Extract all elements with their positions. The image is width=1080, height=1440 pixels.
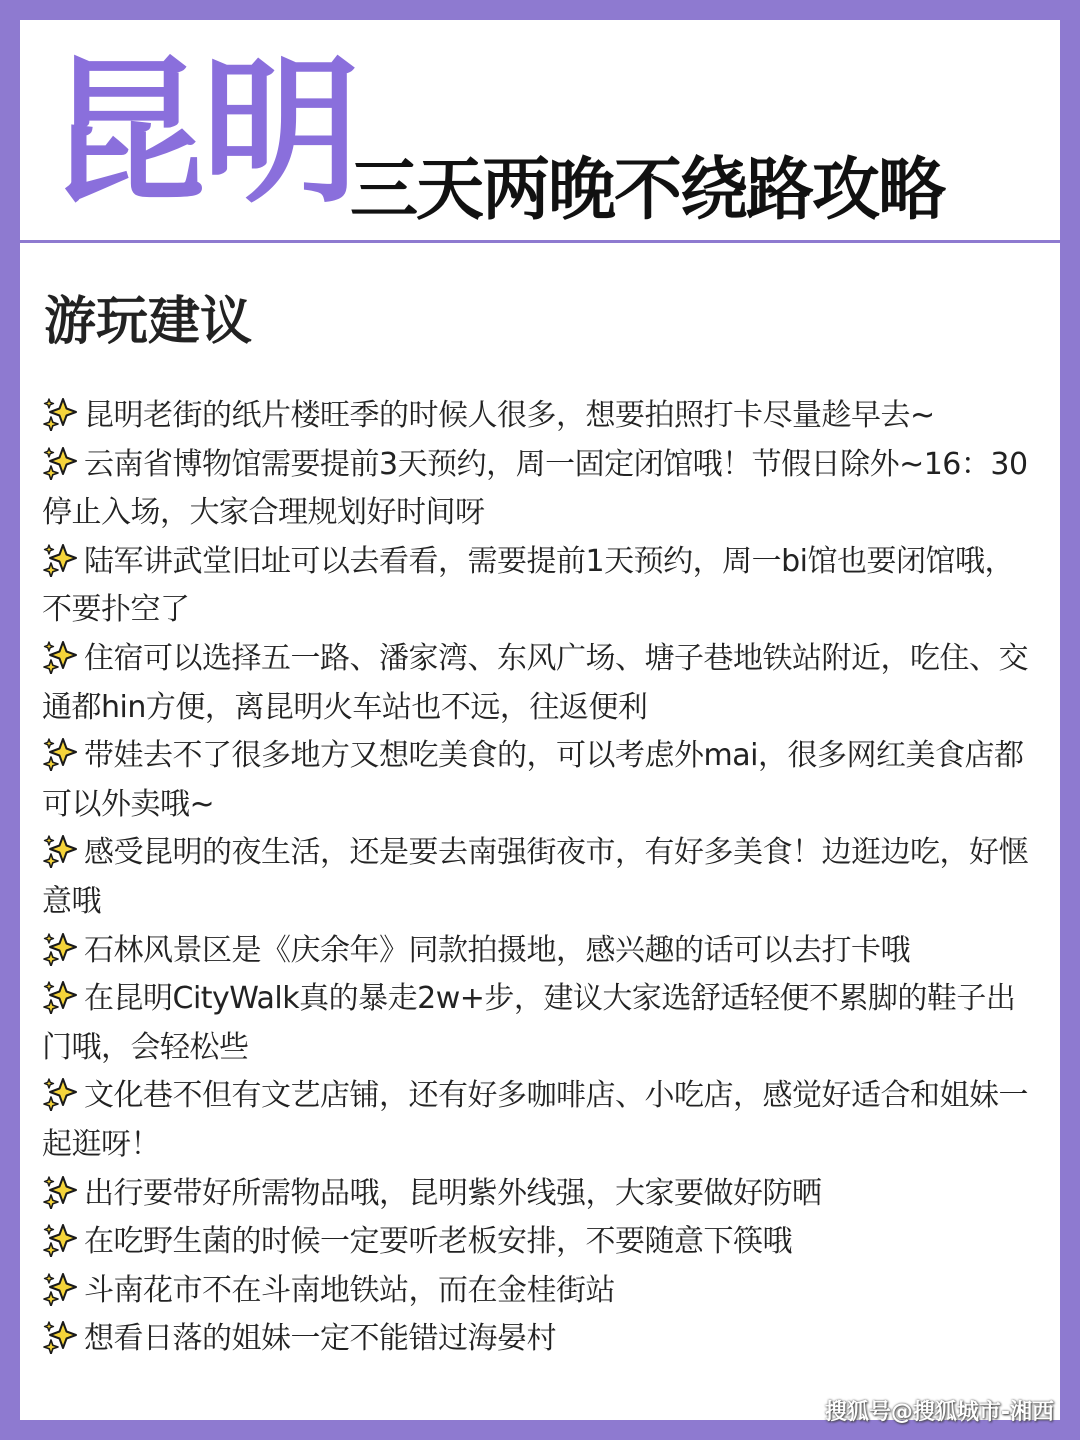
title-subtitle: 三天两晚不绕路攻略	[350, 150, 945, 230]
tip-item	[42, 927, 1042, 976]
sparkles-icon	[42, 980, 80, 1014]
tip-item	[42, 635, 1042, 732]
tip-item	[42, 441, 1042, 538]
tip-item	[42, 392, 1042, 441]
tip-text: 石林风景区是《庆余年》同款拍摄地，感兴趣的话可以去打卡哦	[84, 932, 910, 968]
poster-card	[20, 20, 1060, 1420]
tip-item	[42, 1218, 1042, 1267]
tip-item	[42, 1072, 1042, 1169]
watermark: 搜狐号@搜狐城市-湘西	[824, 1400, 1054, 1425]
tip-text: 住宿可以选择五一路、潘家湾、东风广场、塘子巷地铁站附近，吃住、交通都hin方便，离昆明火车站也不远，往返便利	[42, 640, 1028, 725]
tip-text: 昆明老街的纸片楼旺季的时候人很多，想要拍照打卡尽量趁早去~	[84, 398, 935, 433]
tip-item	[42, 1170, 1042, 1219]
header	[20, 20, 1060, 243]
tip-text: 在吃野生菌的时候一定要听老板安排，不要随意下筷哦	[84, 1224, 792, 1260]
tip-item	[42, 538, 1042, 635]
tip-item	[42, 829, 1042, 926]
tips-list	[42, 392, 1042, 1364]
tip-text: 陆军讲武堂旧址可以去看看，需要提前1天预约，周一bi馆也要闭馆哦，不要扑空了	[42, 543, 1014, 628]
sparkles-icon	[42, 640, 80, 674]
sparkles-icon	[42, 1223, 80, 1257]
title-main: 昆明	[48, 40, 356, 225]
sparkles-icon	[42, 834, 80, 868]
tip-text: 出行要带好所需物品哦，昆明紫外线强，大家要做好防晒	[84, 1175, 822, 1211]
tip-text: 感受昆明的夜生活，还是要去南强街夜市，有好多美食！边逛边吃，好惬意哦	[42, 835, 1028, 919]
tip-item	[42, 975, 1042, 1072]
tip-text: 想看日落的姐妹一定不能错过海晏村	[84, 1321, 556, 1357]
section-heading: 游玩建议	[44, 291, 253, 352]
tip-item	[42, 1267, 1042, 1316]
tip-text: 云南省博物馆需要提前3天预约，周一固定闭馆哦！节假日除外~16：30停止入场，大家合理规划好时间呀	[42, 446, 1028, 531]
tip-text: 文化巷不但有文艺店铺，还有好多咖啡店、小吃店，感觉好适合和姐妹一起逛呀！	[42, 1078, 1028, 1162]
sparkles-icon	[42, 1077, 80, 1111]
sparkles-icon	[42, 446, 80, 480]
sparkles-icon	[42, 1272, 80, 1306]
tip-text: 斗南花市不在斗南地铁站，而在金桂街站	[84, 1272, 615, 1308]
tip-item	[42, 732, 1042, 829]
sparkles-icon	[42, 1175, 80, 1209]
tip-text: 带娃去不了很多地方又想吃美食的，可以考虑外mai，很多网红美食店都可以外卖哦~	[42, 738, 1024, 822]
sparkles-icon	[42, 1320, 80, 1354]
sparkles-icon	[42, 543, 80, 577]
tip-item	[42, 1315, 1042, 1364]
tip-text: 在昆明CityWalk真的暴走2w+步，建议大家选舒适轻便不累脚的鞋子出门哦，会轻松些	[42, 981, 1016, 1065]
sparkles-icon	[42, 932, 80, 966]
sparkles-icon	[42, 397, 80, 431]
sparkles-icon	[42, 737, 80, 771]
